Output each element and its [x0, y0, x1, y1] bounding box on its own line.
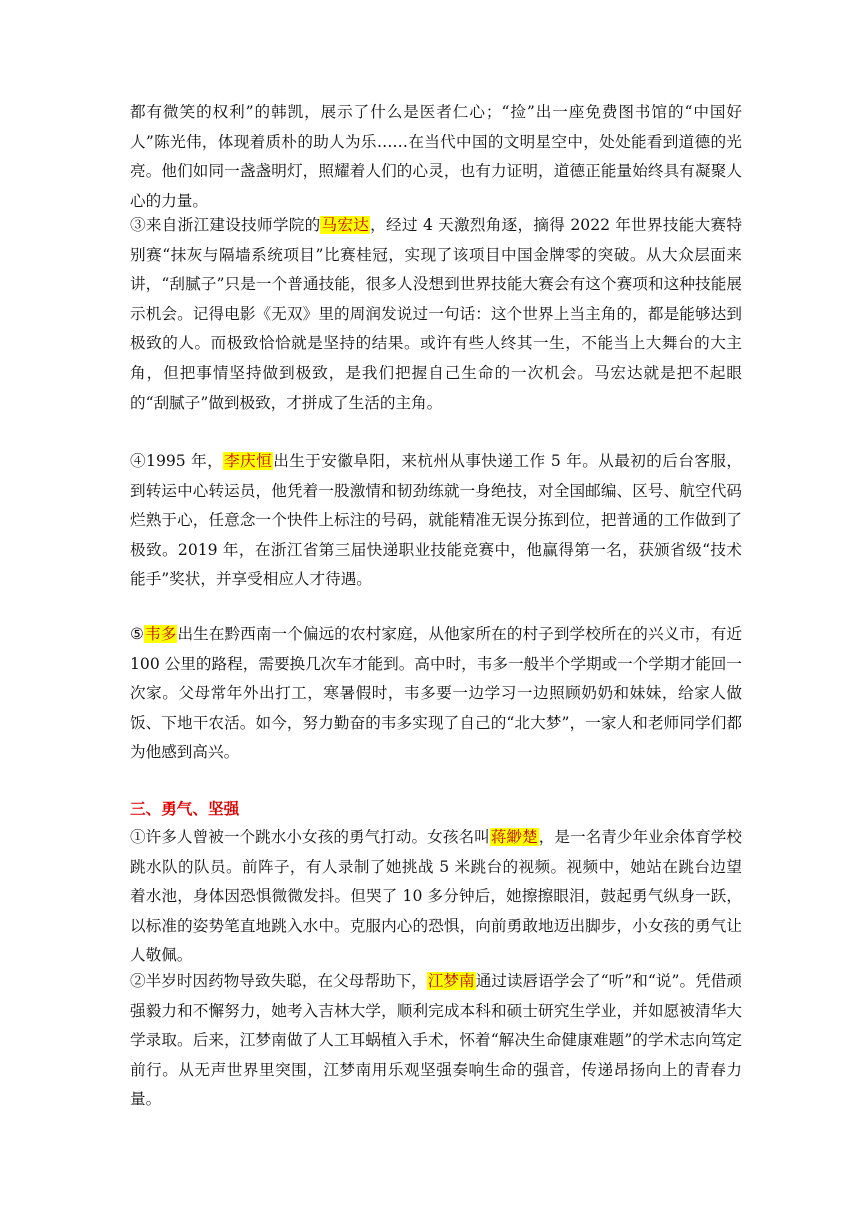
paragraph-prefix: ⑤ [130, 625, 145, 643]
highlighted-name: 蒋緲楚 [490, 828, 538, 846]
highlighted-name: 李庆恒 [224, 452, 273, 470]
highlighted-name: 韦多 [145, 625, 177, 643]
paragraph-suffix: ，是一名青少年业余体育学校跳水队的队员。前阵子，有人录制了她挑战 5 米跳台的视频。视频中，她站在跳台边望着水池，身体因恐惧微微发抖。但哭了 10 多分钟后，她擦擦眼泪，鼓起勇气纵身一跃，以标准的姿势笔直地跳入水中。克服内心的恐惧，向前勇敢地迈出脚步，小女孩的勇气让人敬佩。 [130, 828, 742, 965]
paragraph-suffix: 通过读唇语学会了“听”和“说”。凭借顽强毅力和不懈努力，她考入吉林大学，顺利完成本科和硕士研究生学业，并如愿被清华大学录取。后来，江梦南做了人工耳蜗植入手术，怀着“解决生命健康难题”的学术志向笃定前行。从无声世界里突围，江梦南用乐观坚强奏响生命的强音，传递昂扬向上的青春力量。 [130, 972, 742, 1109]
highlighted-name: 马宏达 [321, 216, 370, 234]
paragraph-virtue-examples [130, 98, 742, 216]
paragraph-suffix: 出生在黔西南一个偏远的农村家庭，从他家所在的村子到学校所在的兴义市，有近 100 公里的路程，需要换几次车才能到。高中时，韦多一般半个学期或一个学期才能回一次家。父母常年外出打工，寒暑假时，韦多要一边学习一边照顾奶奶和妹妹，给家人做饭、下地干农活。如今，努力勤奋的韦多实现了自己的“北大梦”，一家人和老师同学们都为他感到高兴。 [130, 625, 742, 762]
paragraph-ma-hongda [130, 211, 742, 418]
paragraph-prefix: ④1995 年， [130, 452, 224, 470]
paragraph-jiang-mengnan [130, 967, 742, 1115]
paragraph-jiang-miaochu [130, 823, 742, 971]
section-heading [130, 794, 742, 824]
paragraph-suffix: 出生于安徽阜阳，来杭州从事快递工作 5 年。从最初的后台客服，到转运中心转运员，他凭着一股激情和韧劲练就一身绝技，对全国邮编、区号、航空代码烂熟于心，任意念一个快件上标注的号码，就能精准无误分拣到位，把普通的工作做到了极致。2019 年，在浙江省第三届快递职业技能竞赛中，他赢得第一名，获颁省级“技术能手”奖状，并享受相应人才待遇。 [130, 452, 742, 589]
paragraph-text: 都有微笑的权利”的韩凯，展示了什么是医者仁心；“捡”出一座免费图书馆的“中国好人”陈光伟，体现着质朴的助人为乐……在当代中国的文明星空中，处处能看到道德的光亮。他们如同一盏盏明灯，照耀着人们的心灵，也有力证明，道德正能量始终具有凝聚人心的力量。 [130, 103, 742, 210]
paragraph-prefix: ①许多人曾被一个跳水小女孩的勇气打动。女孩名叫 [130, 828, 490, 846]
section-heading-text: 三、勇气、坚强 [130, 799, 240, 818]
highlighted-name: 江梦南 [427, 972, 475, 990]
paragraph-prefix: ③来自浙江建设技师学院的 [130, 216, 321, 234]
paragraph-prefix: ②半岁时因药物导致失聪，在父母帮助下， [130, 972, 427, 990]
paragraph-suffix: ，经过 4 天激烈角逐，摘得 2022 年世界技能大赛特别赛“抹灰与隔墙系统项目”比赛桂冠，实现了该项目中国金牌零的突破。从大众层面来讲，“刮腻子”只是一个普通技能，很多人没想到世界技能大赛会有这个赛项和这种技能展示机会。记得电影《无双》里的周润发说过一句话：这个世界上当主角的，都是能够达到极致的人。而极致恰恰就是坚持的结果。或许有些人终其一生，不能当上大舞台的大主角，但把事情坚持做到极致，是我们把握自己生命的一次机会。马宏达就是把不起眼的“刮腻子”做到极致，才拼成了生活的主角。 [130, 216, 742, 412]
paragraph-li-qingheng [130, 447, 742, 595]
paragraph-wei-duo [130, 620, 742, 768]
